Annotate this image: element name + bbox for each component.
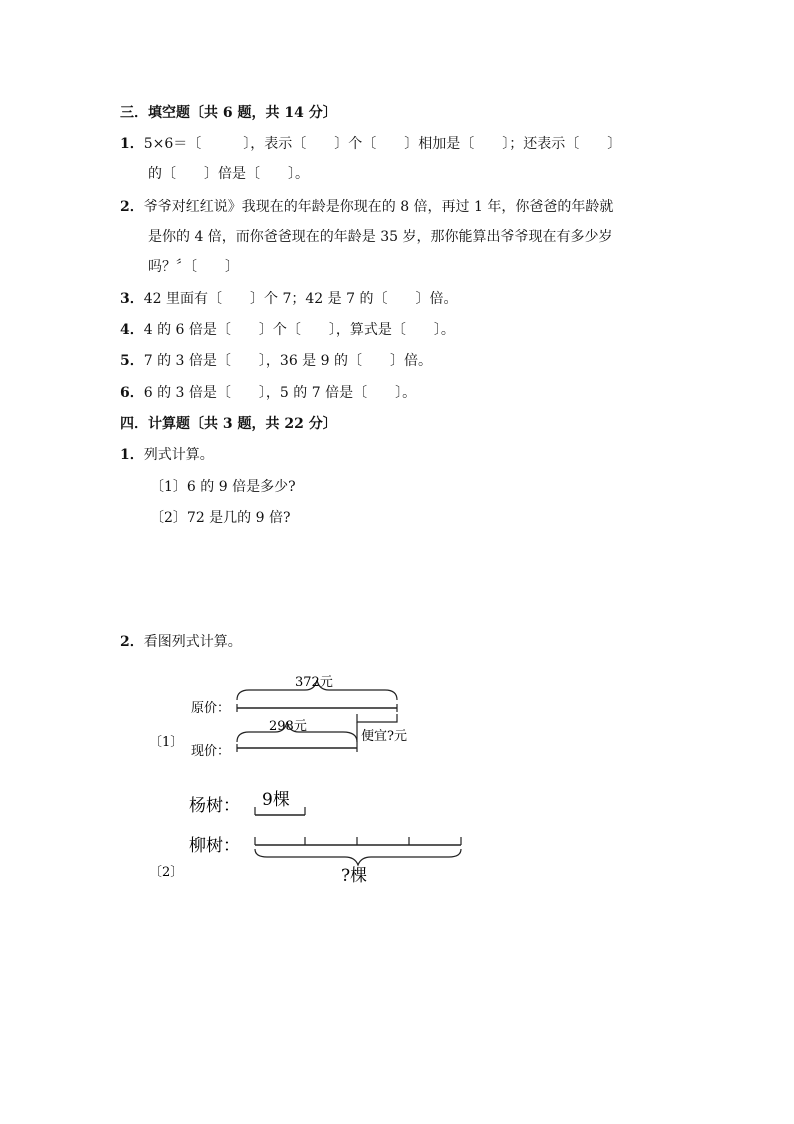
current-price-value: 298元 (269, 719, 307, 734)
question-text: 5×6＝〔 〕，表示〔 〕个〔 〕相加是〔 〕；还表示〔 〕 (143, 136, 622, 152)
question-number: 6． (120, 385, 144, 401)
question-number: 5． (120, 353, 144, 369)
question-number: 2． (120, 199, 144, 215)
question-3-1 (120, 135, 621, 153)
question-3-6 (120, 384, 416, 402)
poplar-label: 杨树： (189, 796, 240, 816)
willow-brace (255, 849, 461, 865)
question-number: 3． (120, 291, 144, 307)
willow-label: 柳树： (189, 836, 240, 856)
section3-title: 三．填空题〔共 6 题，共 14 分〕 (120, 105, 337, 121)
question-number: 1． (120, 136, 144, 152)
question-3-2-cont: 是你的 4 倍，而你爸爸现在的年龄是 35 岁，那你能算出爷爷现在有多少岁 (148, 229, 613, 245)
question-3-1-cont: 的〔 〕倍是〔 〕。 (148, 166, 309, 182)
question-3-4 (120, 321, 455, 339)
question-text: 列式计算。 (143, 447, 214, 463)
figure-trees-diagram (145, 783, 475, 893)
total-price-label: 372元 (295, 675, 333, 690)
figure-label: 〔2〕 (149, 865, 184, 880)
question-4-1 (120, 446, 214, 464)
question-4-2 (120, 633, 242, 651)
question-text: 42 里面有〔 〕个 7；42 是 7 的〔 〕倍。 (143, 291, 458, 307)
poplar-count: 9棵 (262, 790, 290, 810)
question-text: 爷爷对红红说》我现在的年龄是你现在的 8 倍，再过 1 年，你爸爸的年龄就 (143, 199, 614, 215)
difference-bracket (357, 714, 397, 722)
question-text: 看图列式计算。 (143, 634, 242, 650)
question-text: 7 的 3 倍是〔 〕，36 是 9 的〔 〕倍。 (143, 353, 432, 369)
question-3-5 (120, 352, 432, 370)
question-text: 6 的 3 倍是〔 〕，5 的 7 倍是〔 〕。 (143, 385, 417, 401)
sub-question-1: 〔1〕6 的 9 倍是多少? (150, 479, 296, 495)
difference-label: 便宜?元 (361, 729, 407, 744)
section4-title: 四．计算题〔共 3 题，共 22 分〕 (120, 416, 337, 432)
original-price-label: 原价： (191, 701, 231, 716)
question-3-2-cont2: 吗？〞〔 〕 (148, 259, 239, 275)
question-number: 2． (120, 634, 144, 650)
question-number: 4． (120, 322, 144, 338)
question-3-2 (120, 198, 613, 216)
question-3-3 (120, 290, 457, 308)
question-number: 1． (120, 447, 144, 463)
figure-price-diagram (145, 668, 435, 778)
sub-question-2: 〔2〕72 是几的 9 倍? (150, 510, 291, 526)
question-text: 4 的 6 倍是〔 〕个〔 〕，算式是〔 〕。 (143, 322, 455, 338)
current-price-label: 现价： (191, 744, 231, 759)
willow-total: ?棵 (341, 866, 368, 886)
figure-label: 〔1〕 (149, 735, 184, 750)
